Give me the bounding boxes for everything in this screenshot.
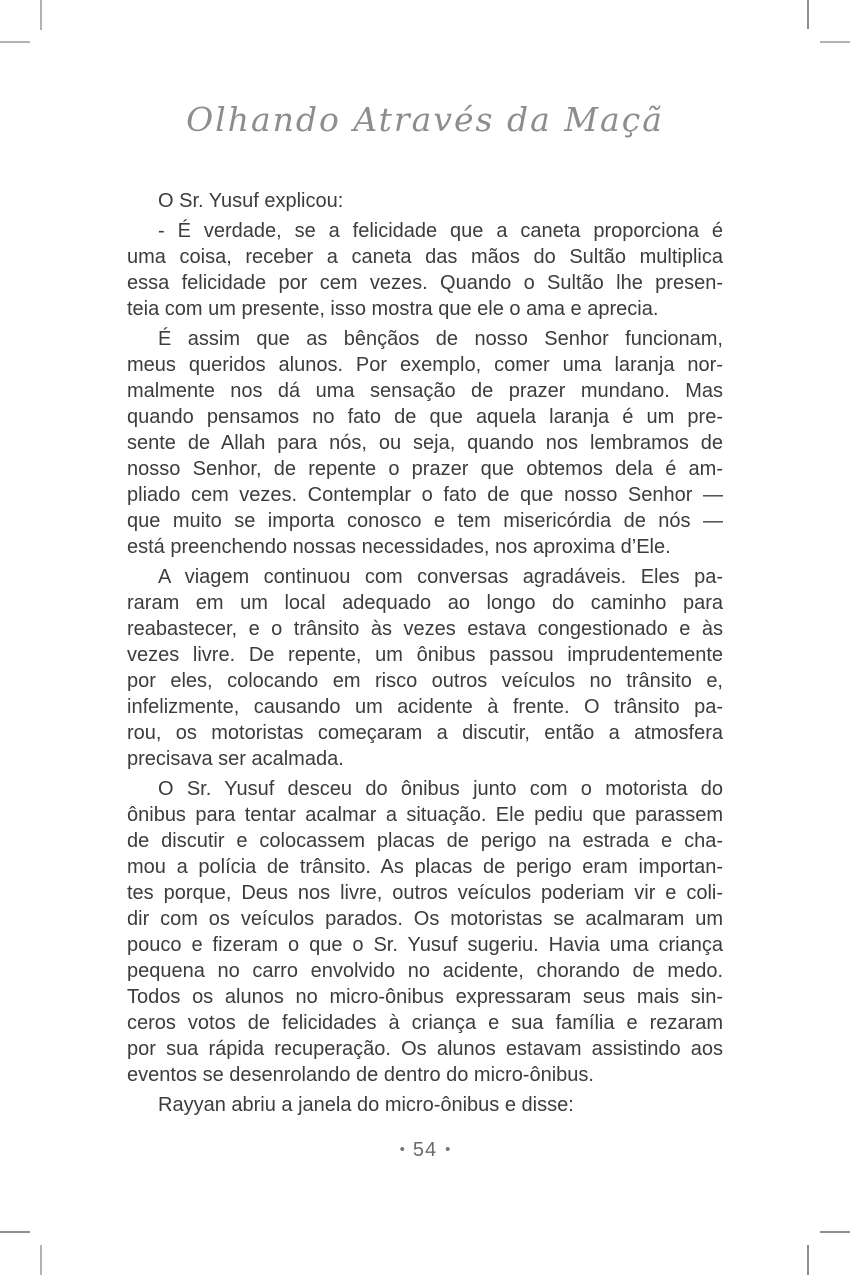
text-line: mou a polícia de trânsito. As placas de perigo eram importan- — [127, 856, 723, 878]
text-line: de discutir e colocassem placas de perigo na estrada e cha- — [127, 830, 723, 852]
text-line: teia com um presente, isso mostra que ele o ama e aprecia. — [127, 298, 659, 320]
text-line: por sua rápida recuperação. Os alunos estavam assistindo aos — [127, 1038, 723, 1060]
text-line: ceros votos de felicidades à criança e sua família e rezaram — [127, 1012, 723, 1034]
paragraph — [127, 564, 723, 772]
crop-mark-top-right-horizontal — [820, 41, 850, 43]
crop-mark-bottom-left-vertical — [40, 1245, 42, 1275]
page-body — [127, 188, 723, 1122]
paragraph — [127, 326, 723, 560]
crop-mark-top-left-vertical — [40, 0, 42, 30]
text-line: vezes livre. De repente, um ônibus passou imprudentemente — [127, 644, 723, 666]
text-line: meus queridos alunos. Por exemplo, comer uma laranja nor- — [127, 354, 723, 376]
text-line: uma coisa, receber a caneta das mãos do Sultão multiplica — [127, 246, 723, 268]
text-line: ônibus para tentar acalmar a situação. Ele pediu que parassem — [127, 804, 723, 826]
footer-right-bullet: • — [445, 1141, 451, 1158]
text-line: O Sr. Yusuf explicou: — [158, 190, 344, 212]
text-line: essa felicidade por cem vezes. Quando o Sultão lhe presen- — [127, 272, 723, 294]
text-line: tes porque, Deus nos livre, outros veículos poderiam vir e coli- — [127, 882, 723, 904]
paragraph — [127, 776, 723, 1088]
crop-mark-bottom-right-horizontal — [820, 1231, 850, 1233]
page-footer — [0, 1139, 850, 1162]
text-line: O Sr. Yusuf desceu do ônibus junto com o motorista do — [158, 778, 723, 800]
text-line: nosso Senhor, de repente o prazer que obtemos dela é am- — [127, 458, 723, 480]
text-line: que muito se importa conosco e tem misericórdia de nós — — [127, 510, 723, 532]
text-line: A viagem continuou com conversas agradáveis. Eles pa- — [158, 566, 723, 588]
crop-mark-top-right-vertical — [807, 0, 809, 29]
chapter-title: Olhando Através da Maçã — [186, 100, 664, 139]
text-line: dir com os veículos parados. Os motoristas se acalmaram um — [127, 908, 723, 930]
text-line: malmente nos dá uma sensação de prazer mundano. Mas — [127, 380, 723, 402]
text-line: sente de Allah para nós, ou seja, quando nos lembramos de — [127, 432, 723, 454]
paragraph — [127, 188, 723, 214]
crop-mark-bottom-left-horizontal — [0, 1231, 30, 1233]
text-line: pequena no carro envolvido no acidente, chorando de medo. — [127, 960, 723, 982]
text-line: está preenchendo nossas necessidades, nos aproxima d’Ele. — [127, 536, 671, 558]
text-line: eventos se desenrolando de dentro do micro-ônibus. — [127, 1064, 594, 1086]
text-line: por eles, colocando em risco outros veículos no trânsito e, — [127, 670, 723, 692]
text-line: pliado cem vezes. Contemplar o fato de que nosso Senhor — — [127, 484, 723, 506]
text-line: - É verdade, se a felicidade que a caneta proporciona é — [158, 220, 723, 242]
crop-mark-bottom-right-vertical — [807, 1245, 809, 1275]
page-number: 54 — [412, 1139, 438, 1161]
text-line: É assim que as bênçãos de nosso Senhor funcionam, — [158, 328, 723, 350]
text-line: reabastecer, e o trânsito às vezes estava congestionado e às — [127, 618, 723, 640]
text-line: quando pensamos no fato de que aquela laranja é um pre- — [127, 406, 723, 428]
text-line: Todos os alunos no micro-ônibus expressaram seus mais sin- — [127, 986, 723, 1008]
paragraph — [127, 218, 723, 322]
text-line: Rayyan abriu a janela do micro-ônibus e disse: — [158, 1094, 574, 1116]
text-line: pouco e fizeram o que o Sr. Yusuf sugeriu. Havia uma criança — [127, 934, 723, 956]
text-line: infelizmente, causando um acidente à frente. O trânsito pa- — [127, 696, 723, 718]
text-line: precisava ser acalmada. — [127, 748, 344, 770]
paragraph — [127, 1092, 723, 1118]
text-line: rou, os motoristas começaram a discutir, então a atmosfera — [127, 722, 723, 744]
footer-left-bullet: • — [399, 1141, 405, 1158]
crop-mark-top-left-horizontal — [0, 41, 30, 43]
text-line: raram em um local adequado ao longo do caminho para — [127, 592, 723, 614]
